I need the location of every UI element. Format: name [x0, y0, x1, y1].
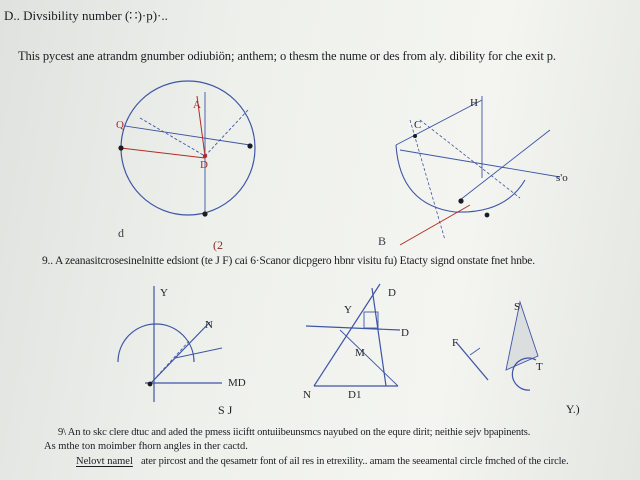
bottom-fig-3: [456, 302, 538, 390]
fig2-diag: [340, 330, 398, 386]
point-left: [118, 145, 123, 150]
chord-upper-right: [205, 110, 248, 156]
fig1-label-md: MD: [228, 377, 246, 389]
fig2-label-d: D: [401, 327, 409, 339]
label-a: A: [193, 99, 201, 111]
fig2-label-n: N: [303, 389, 311, 401]
fig3-label-t: T: [536, 361, 543, 373]
bottom-fig-1: [118, 286, 222, 402]
fig1-label-n: N: [205, 319, 213, 331]
figure-caption-b: B: [378, 234, 387, 248]
fig3-caption: Y.): [566, 404, 580, 416]
circle-outline: [121, 81, 255, 215]
fig1-origin: [148, 382, 153, 387]
bowl-red-segment: [400, 205, 470, 245]
bowl-horizontal: [400, 150, 560, 177]
label-h: H: [470, 97, 478, 109]
bowl-diag-2: [420, 120, 520, 198]
figure-caption-red: (2: [213, 238, 223, 252]
bowl-points: [413, 134, 489, 217]
section-9-text: 9.. A zeanasitcrosesinelnitte edsiont (te J F) cai 6·Scanor dicpgero hbnr visitu fu) Etacty signd onstate fnet hnbe.: [42, 255, 535, 267]
point-bottom: [202, 211, 207, 216]
fig2-label-d2: D: [388, 287, 396, 299]
bowl-point-3: [413, 134, 417, 138]
fig3-label-s: S: [514, 301, 521, 313]
red-radius: [121, 148, 205, 158]
label-c: C: [414, 119, 422, 131]
question-line-3: ater pircost and the qesametr font of ail res in etrexility.. amam the seeamental circle fmched of the circle.: [141, 456, 569, 467]
page-title: D.. Divsibility number (∷)·p)·..: [4, 8, 168, 23]
fig2-label-b: D1: [348, 389, 362, 401]
figure-caption-d: d: [118, 226, 124, 240]
bowl-ray: [460, 130, 550, 200]
chord-horizontal: [125, 126, 250, 145]
fig3-tick: [470, 348, 480, 355]
bottom-fig-2: [306, 284, 400, 386]
fig2-label-y: Y: [344, 304, 352, 316]
circle-figure: [121, 81, 255, 215]
underlined-link[interactable]: Nelovt namel: [76, 456, 133, 467]
label-q: Q: [116, 119, 124, 131]
fig2-right-side: [372, 288, 386, 386]
circle-points: [118, 143, 252, 216]
fig2-left-side: [314, 284, 380, 386]
fig2-label-m: M: [355, 347, 365, 359]
fig1-ray: [175, 348, 222, 358]
fig1-caption: S J: [218, 403, 233, 417]
fig3-segment: [456, 342, 488, 380]
bowl-point-1: [458, 198, 463, 203]
intro-paragraph: This pycest ane atrandm gnumber odiubiön; anthem; o thesm the nume or des from aly. dibility for che exit p.: [18, 49, 556, 63]
label-d: D: [200, 159, 208, 171]
label-eq: s'o: [556, 172, 568, 184]
question-line-2: As mthe ton moimber fhorn angles in ther cactd.: [44, 441, 248, 452]
fig1-label-y: Y: [160, 287, 168, 299]
fig3-label-f: F: [452, 337, 459, 349]
point-right: [247, 143, 252, 148]
bowl-point-2: [485, 213, 490, 218]
fig1-diagonal: [150, 322, 210, 384]
question-line-1: 9\ An to skc clere dtuc and aded the pmess iiciftt ontuiibeunsmcs nayubed on the equre dirit; neithie sejv bpapinents.: [58, 427, 531, 438]
point-center: [203, 154, 207, 158]
